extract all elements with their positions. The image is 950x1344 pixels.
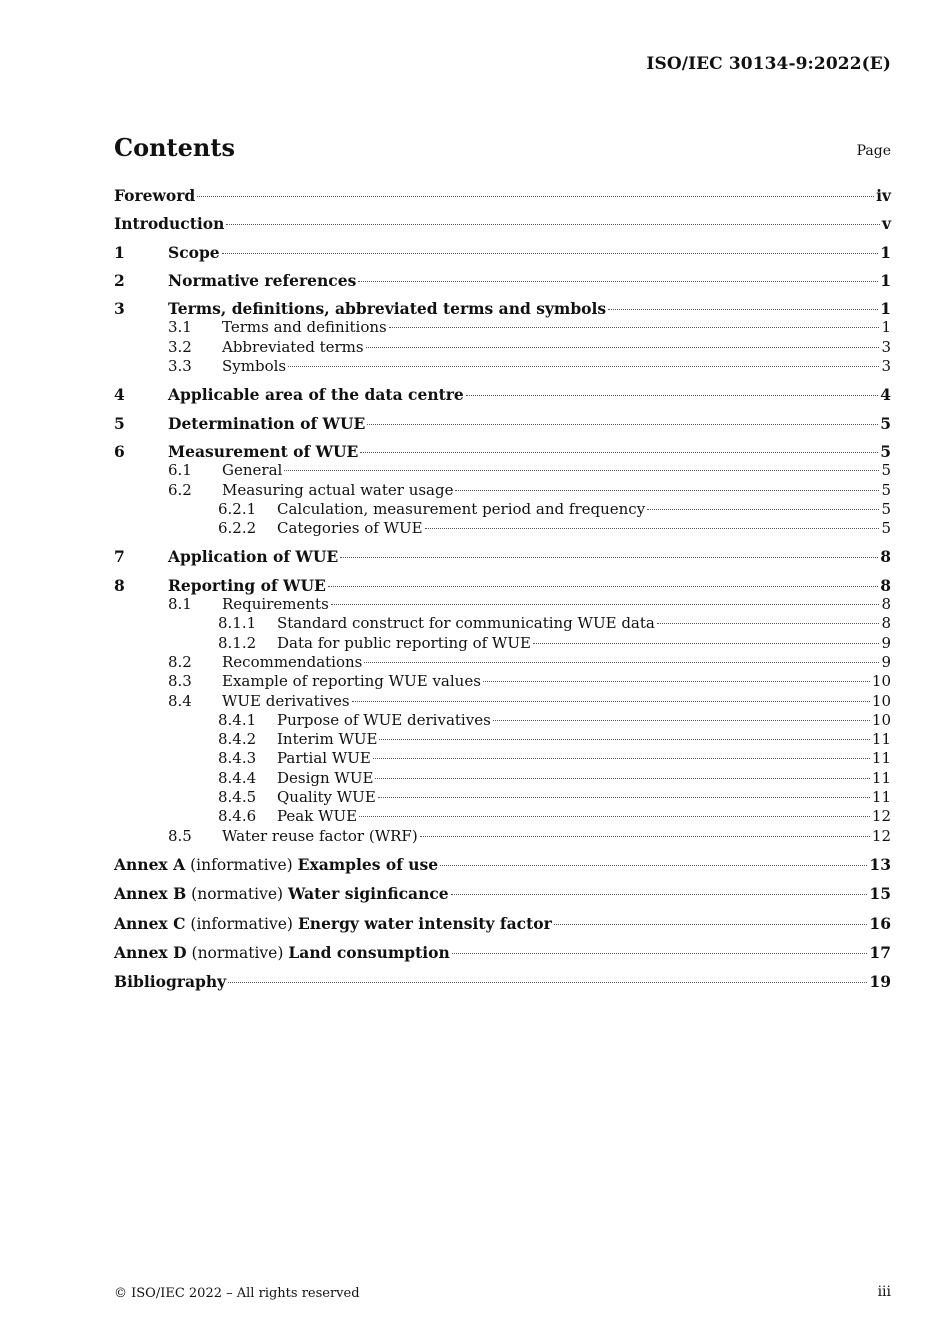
toc-entry-page: 5	[881, 499, 891, 518]
toc-entry[interactable]	[114, 481, 891, 500]
toc-entry[interactable]	[114, 807, 891, 826]
toc-dot-leader	[222, 253, 879, 254]
toc-entry-title: Recommendations	[222, 652, 363, 671]
toc-entry-title: Categories of WUE	[277, 519, 423, 538]
toc-entry-number: 8.4.3	[218, 749, 257, 768]
toc-entry-title: Introduction	[114, 214, 225, 234]
toc-entry-number: 8.4.2	[218, 730, 257, 749]
toc-entry[interactable]	[114, 357, 891, 376]
toc-entry-page: 15	[869, 884, 891, 904]
toc-entry[interactable]	[114, 385, 891, 404]
toc-dot-leader	[455, 490, 879, 491]
toc-dot-leader	[493, 720, 870, 721]
toc-entry[interactable]	[114, 186, 891, 205]
toc-entry[interactable]	[114, 461, 891, 480]
toc-dot-leader	[284, 470, 879, 471]
toc-dot-leader	[647, 509, 879, 510]
toc-dot-leader	[379, 739, 869, 740]
toc-entry-page: 11	[871, 788, 891, 807]
toc-entry-number: 8.4.4	[218, 768, 257, 787]
toc-entry-title: Bibliography	[114, 972, 227, 992]
toc-entry-number: 2	[114, 270, 125, 290]
toc-annex-label: Annex D	[114, 942, 187, 962]
toc-entry[interactable]	[114, 299, 891, 318]
toc-entry-number: 3.2	[168, 337, 192, 356]
toc-entry[interactable]	[114, 442, 891, 461]
toc-entry[interactable]	[114, 614, 891, 633]
toc-annex-label: Annex A	[114, 854, 186, 874]
toc-entry-title: Partial WUE	[277, 749, 371, 768]
toc-entry-page: 10	[871, 691, 891, 710]
toc-dot-leader	[451, 894, 868, 895]
toc-annex-kind: (normative)	[191, 943, 284, 962]
toc-entry-number: 8	[114, 575, 125, 595]
toc-entry-title: WUE derivatives	[222, 691, 350, 710]
toc-entry-title: Quality WUE	[277, 788, 376, 807]
toc-entry[interactable]	[114, 547, 891, 566]
toc-entry-page: 4	[880, 385, 891, 405]
toc-entry-page: 3	[881, 357, 891, 376]
toc-entry-title: Calculation, measurement period and frequency	[277, 499, 646, 518]
toc-dot-leader	[197, 196, 874, 197]
toc-entry-number: 8.4	[168, 691, 192, 710]
toc-entry-page: 1	[880, 299, 891, 319]
toc-entry-title: Normative references	[168, 270, 357, 290]
footer-page-number: iii	[877, 1284, 891, 1300]
toc-dot-leader	[366, 347, 880, 348]
toc-entry-page: 11	[871, 768, 891, 787]
toc-entry-title: Standard construct for communicating WUE data	[277, 614, 655, 633]
toc-entry-title: Applicable area of the data centre	[168, 385, 464, 405]
toc-entry[interactable]	[114, 972, 891, 991]
toc-entry[interactable]	[114, 827, 891, 846]
toc-entry[interactable]	[114, 730, 891, 749]
toc-entry-page: 9	[881, 633, 891, 652]
toc-dot-leader	[608, 309, 878, 310]
toc-entry-number: 8.4.1	[218, 710, 257, 729]
toc-entry-title: Measurement of WUE	[168, 441, 359, 461]
toc-entry-page: 12	[871, 807, 891, 826]
toc-entry-title: Scope	[168, 242, 220, 262]
toc-entry-number: 8.3	[168, 672, 192, 691]
toc-entry-title: Foreword	[114, 186, 196, 205]
toc-annex-label: Annex C	[114, 913, 186, 933]
toc-entry-page: 11	[871, 749, 891, 768]
toc-entry-page: 12	[871, 826, 891, 845]
toc-entry-page: 5	[881, 461, 891, 480]
toc-entry[interactable]	[114, 634, 891, 653]
toc-entry-number: 8.4.6	[218, 807, 257, 826]
toc-entry-number: 6.2	[168, 480, 192, 499]
toc-annex-kind: (informative)	[190, 914, 293, 933]
toc-entry-page: 5	[881, 519, 891, 538]
toc-entry-title: Application of WUE	[168, 547, 339, 567]
toc-dot-leader	[420, 836, 870, 837]
toc-entry-page: 10	[871, 710, 891, 729]
toc-entry-page: 10	[871, 672, 891, 691]
toc-entry[interactable]	[114, 595, 891, 614]
toc-entry[interactable]	[114, 318, 891, 337]
toc-entry-page: 8	[880, 547, 891, 567]
toc-entry-page: 5	[880, 441, 891, 461]
toc-entry-page: 1	[880, 242, 891, 262]
toc-entry-page: 3	[881, 337, 891, 356]
toc-dot-leader	[340, 557, 878, 558]
toc-entry-title: Water siginficance	[288, 884, 449, 904]
toc-entry-number: 8.4.5	[218, 788, 257, 807]
toc-entry-title: Examples of use	[297, 854, 439, 874]
toc-entry-page: 17	[869, 942, 891, 962]
document-id: ISO/IEC 30134-9:2022(E)	[646, 54, 891, 74]
toc-entry-title: Peak WUE	[277, 807, 358, 826]
toc-entry-title: Data for public reporting of WUE	[277, 633, 531, 652]
toc-entry-page: 9	[881, 652, 891, 671]
toc-dot-leader	[554, 924, 868, 925]
toc-entry-page: 8	[880, 575, 891, 595]
toc-dot-leader	[466, 395, 878, 396]
toc-entry-title: Terms, definitions, abbreviated terms and symbols	[168, 299, 607, 319]
toc-entry[interactable]	[114, 653, 891, 672]
toc-annex-kind: (normative)	[191, 885, 284, 904]
toc-entry[interactable]	[114, 500, 891, 519]
toc-entry-number: 3.1	[168, 318, 192, 337]
toc-entry-number: 5	[114, 413, 125, 433]
toc-entry-page: 5	[880, 413, 891, 433]
toc-entry[interactable]	[114, 672, 891, 691]
toc-entry-title: Terms and definitions	[222, 318, 387, 337]
toc-dot-leader	[657, 623, 880, 624]
toc-entry-title: Example of reporting WUE values	[222, 672, 481, 691]
toc-entry-page: iv	[876, 186, 891, 205]
toc-entry-title: Symbols	[222, 357, 287, 376]
toc-entry-number: 7	[114, 547, 125, 567]
toc-entry-title: Water reuse factor (WRF)	[222, 826, 418, 845]
toc-dot-leader	[425, 528, 880, 529]
toc-entry[interactable]	[114, 914, 891, 934]
toc-entry-number: 8.2	[168, 652, 192, 671]
toc-entry-number: 3	[114, 299, 125, 319]
toc-entry-number: 8.1.2	[218, 633, 257, 652]
toc-dot-leader	[360, 452, 878, 453]
toc-entry-page: 11	[871, 730, 891, 749]
toc-entry-page: 8	[881, 595, 891, 614]
toc-entry-page: 8	[881, 614, 891, 633]
toc-entry-title: Purpose of WUE derivatives	[277, 710, 491, 729]
toc-entry[interactable]	[114, 749, 891, 768]
toc-entry-number: 8.1	[168, 595, 192, 614]
toc-dot-leader	[375, 778, 869, 779]
toc-entry-title: General	[222, 461, 283, 480]
toc-dot-leader	[358, 281, 878, 282]
contents-title: Contents	[114, 133, 235, 162]
toc-dot-leader	[226, 224, 880, 225]
toc-entry-page: 1	[881, 318, 891, 337]
toc-dot-leader	[378, 797, 870, 798]
toc-dot-leader	[373, 758, 870, 759]
toc-dot-leader	[328, 586, 878, 587]
toc-entry-number: 8.5	[168, 826, 192, 845]
footer-copyright: © ISO/IEC 2022 – All rights reserved	[114, 1286, 360, 1301]
toc-entry-title: Measuring actual water usage	[222, 480, 454, 499]
toc-entry[interactable]	[114, 519, 891, 538]
toc-entry[interactable]	[114, 414, 891, 433]
table-of-contents	[114, 186, 891, 991]
toc-dot-leader	[228, 982, 867, 983]
toc-entry-title: Design WUE	[277, 768, 374, 787]
toc-entry-number: 6.1	[168, 461, 192, 480]
toc-entry-number: 6.2.2	[218, 519, 257, 538]
toc-dot-leader	[452, 953, 868, 954]
toc-dot-leader	[367, 424, 878, 425]
toc-entry-number: 6.2.1	[218, 499, 257, 518]
toc-entry-title: Land consumption	[288, 942, 450, 962]
toc-entry-page: 16	[869, 913, 891, 933]
toc-entry[interactable]	[114, 943, 891, 963]
toc-entry[interactable]	[114, 788, 891, 807]
toc-entry[interactable]	[114, 214, 891, 233]
toc-entry-title: Requirements	[222, 595, 329, 614]
toc-entry[interactable]	[114, 769, 891, 788]
toc-entry-page: 13	[869, 854, 891, 874]
toc-entry[interactable]	[114, 576, 891, 595]
toc-dot-leader	[331, 604, 880, 605]
toc-entry-title: Interim WUE	[277, 730, 378, 749]
toc-annex-kind: (informative)	[190, 855, 293, 874]
toc-entry-number: 3.3	[168, 357, 192, 376]
page-column-label: Page	[856, 143, 891, 159]
toc-entry-number: 8.1.1	[218, 614, 257, 633]
toc-entry-title: Abbreviated terms	[222, 337, 364, 356]
toc-entry-title: Determination of WUE	[168, 413, 366, 433]
toc-entry-number: 4	[114, 385, 125, 405]
toc-entry-number: 6	[114, 441, 125, 461]
toc-dot-leader	[352, 701, 870, 702]
toc-entry[interactable]	[114, 271, 891, 290]
toc-dot-leader	[440, 865, 867, 866]
toc-entry-title: Energy water intensity factor	[297, 913, 552, 933]
toc-dot-leader	[389, 327, 880, 328]
toc-entry[interactable]	[114, 243, 891, 262]
toc-entry-number: 1	[114, 242, 125, 262]
toc-entry-page: 1	[880, 270, 891, 290]
toc-entry-page: v	[881, 214, 891, 234]
toc-dot-leader	[288, 366, 879, 367]
toc-entry-title: Reporting of WUE	[168, 575, 326, 595]
toc-entry[interactable]	[114, 692, 891, 711]
toc-dot-leader	[364, 662, 879, 663]
toc-dot-leader	[533, 643, 880, 644]
toc-entry[interactable]	[114, 855, 891, 875]
toc-annex-label: Annex B	[114, 884, 187, 904]
toc-entry[interactable]	[114, 338, 891, 357]
toc-dot-leader	[483, 681, 870, 682]
toc-entry[interactable]	[114, 884, 891, 904]
toc-dot-leader	[359, 816, 870, 817]
toc-entry[interactable]	[114, 711, 891, 730]
toc-entry-page: 5	[881, 480, 891, 499]
toc-entry-page: 19	[869, 972, 891, 992]
